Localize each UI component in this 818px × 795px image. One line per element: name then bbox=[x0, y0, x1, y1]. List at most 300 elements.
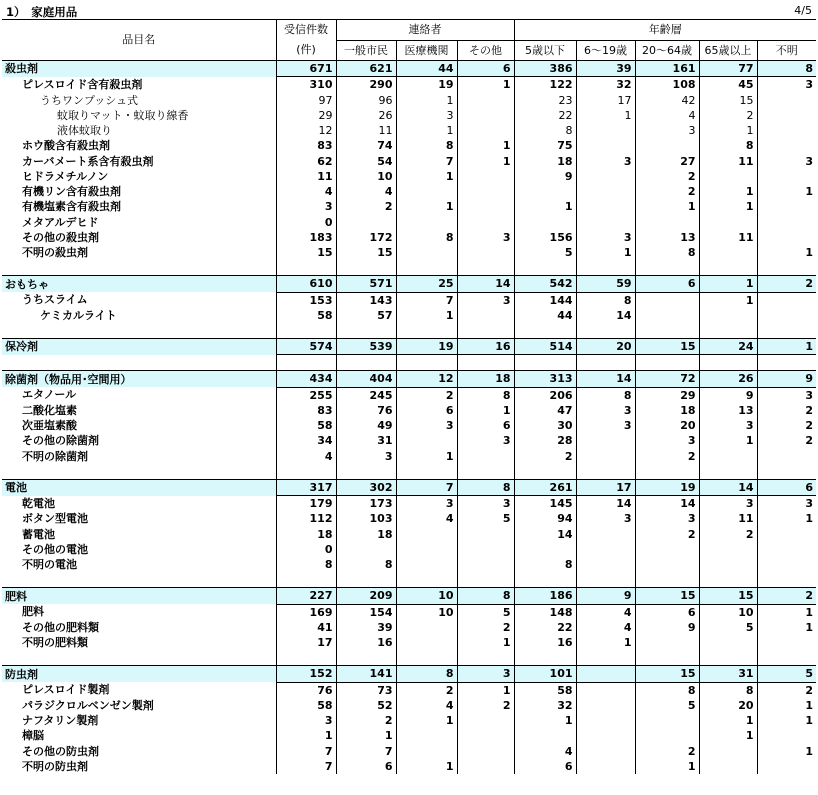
cell-citizen: 18 bbox=[336, 527, 396, 542]
cell-age-unknown: 3 bbox=[757, 77, 816, 93]
cell-age-unknown bbox=[757, 527, 816, 542]
header-age-unknown: 不明 bbox=[757, 41, 816, 61]
cell-citizen: 49 bbox=[336, 418, 396, 433]
cell-age-unknown: 6 bbox=[757, 479, 816, 495]
cell-age-6-19: 9 bbox=[576, 588, 635, 604]
cell-age-20-64 bbox=[635, 542, 699, 557]
cell-age-6-19: 8 bbox=[576, 292, 635, 308]
cell-count: 317 bbox=[276, 479, 336, 495]
cell-age-20-64 bbox=[635, 557, 699, 572]
cell-age-6-19 bbox=[576, 433, 635, 448]
cell-medical bbox=[396, 215, 457, 230]
category-row bbox=[2, 371, 816, 387]
cell-age-unknown: 8 bbox=[757, 61, 816, 77]
cell-other: 1 bbox=[457, 635, 514, 650]
table-row bbox=[2, 245, 816, 260]
item-name: ピレスロイド含有殺虫剤 bbox=[22, 78, 143, 91]
cell-age-65plus: 77 bbox=[699, 61, 757, 77]
cell-age-unknown bbox=[757, 169, 816, 184]
cell-age-unknown bbox=[757, 449, 816, 464]
cell-medical: 1 bbox=[396, 199, 457, 214]
cell-other: 18 bbox=[457, 371, 514, 387]
cell-age-6-19: 14 bbox=[576, 496, 635, 512]
cell-age-0-5: 1 bbox=[514, 713, 576, 728]
cell-other: 3 bbox=[457, 496, 514, 512]
cell-other bbox=[457, 123, 514, 138]
cell-other: 5 bbox=[457, 511, 514, 526]
cell-age-unknown: 2 bbox=[757, 433, 816, 448]
cell-age-65plus: 1 bbox=[699, 728, 757, 743]
table-row bbox=[2, 433, 816, 448]
cell-medical: 8 bbox=[396, 666, 457, 682]
cell-age-0-5: 8 bbox=[514, 123, 576, 138]
cell-age-6-19 bbox=[576, 123, 635, 138]
cell-age-0-5: 186 bbox=[514, 588, 576, 604]
cell-age-65plus: 1 bbox=[699, 433, 757, 448]
cell-age-20-64: 29 bbox=[635, 387, 699, 403]
cell-other bbox=[457, 169, 514, 184]
category-name: 防虫剤 bbox=[2, 666, 276, 682]
cell-citizen: 245 bbox=[336, 387, 396, 403]
cell-age-0-5: 156 bbox=[514, 230, 576, 245]
cell-count: 83 bbox=[276, 138, 336, 153]
cell-age-6-19 bbox=[576, 682, 635, 698]
cell-age-20-64: 2 bbox=[635, 744, 699, 759]
cell-age-unknown bbox=[757, 308, 816, 323]
cell-count: 1 bbox=[276, 728, 336, 743]
item-name: 二酸化塩素 bbox=[22, 403, 77, 417]
cell-medical: 4 bbox=[396, 511, 457, 526]
cell-age-0-5 bbox=[514, 184, 576, 199]
cell-age-65plus bbox=[699, 635, 757, 650]
cell-age-65plus bbox=[699, 308, 757, 323]
cell-age-65plus: 14 bbox=[699, 479, 757, 495]
cell-age-0-5: 542 bbox=[514, 276, 576, 292]
item-name: ピレスロイド製剤 bbox=[22, 683, 110, 697]
cell-count: 255 bbox=[276, 387, 336, 403]
cell-other: 5 bbox=[457, 604, 514, 620]
cell-count: 11 bbox=[276, 169, 336, 184]
cell-citizen: 2 bbox=[336, 199, 396, 214]
table-row bbox=[2, 682, 816, 698]
table-row bbox=[2, 604, 816, 620]
cell-age-20-64: 3 bbox=[635, 123, 699, 138]
cell-citizen: 52 bbox=[336, 698, 396, 713]
cell-age-20-64: 2 bbox=[635, 184, 699, 199]
cell-age-6-19 bbox=[576, 728, 635, 743]
cell-age-20-64: 20 bbox=[635, 418, 699, 433]
table-row bbox=[2, 542, 816, 557]
cell-other bbox=[457, 744, 514, 759]
cell-citizen: 621 bbox=[336, 61, 396, 77]
cell-age-0-5: 261 bbox=[514, 479, 576, 495]
spacer-row bbox=[2, 572, 816, 588]
cell-other bbox=[457, 449, 514, 464]
item-name: 樟脳 bbox=[22, 729, 44, 743]
cell-medical: 2 bbox=[396, 387, 457, 403]
header-age-0-5: 5歳以下 bbox=[514, 41, 576, 61]
cell-count: 34 bbox=[276, 433, 336, 448]
cell-count: 97 bbox=[276, 93, 336, 108]
cell-other: 8 bbox=[457, 387, 514, 403]
cell-age-unknown: 2 bbox=[757, 588, 816, 604]
spacer-row bbox=[2, 323, 816, 339]
cell-count: 434 bbox=[276, 371, 336, 387]
cell-age-6-19: 1 bbox=[576, 635, 635, 650]
cell-age-6-19: 32 bbox=[576, 77, 635, 93]
cell-age-20-64 bbox=[635, 215, 699, 230]
cell-medical: 3 bbox=[396, 108, 457, 123]
cell-age-6-19: 1 bbox=[576, 108, 635, 123]
cell-citizen: 3 bbox=[336, 449, 396, 464]
cell-medical: 25 bbox=[396, 276, 457, 292]
cell-age-65plus: 11 bbox=[699, 154, 757, 169]
cell-medical: 3 bbox=[396, 418, 457, 433]
item-name: メタアルデヒド bbox=[22, 215, 99, 229]
cell-age-6-19 bbox=[576, 744, 635, 759]
cell-count: 17 bbox=[276, 635, 336, 650]
cell-medical: 1 bbox=[396, 759, 457, 774]
cell-age-6-19 bbox=[576, 713, 635, 728]
cell-count: 41 bbox=[276, 620, 336, 635]
cell-age-65plus: 9 bbox=[699, 387, 757, 403]
section-title: 1） 家庭用品 bbox=[6, 5, 78, 19]
cell-count: 152 bbox=[276, 666, 336, 682]
cell-citizen bbox=[336, 542, 396, 557]
cell-citizen: 6 bbox=[336, 759, 396, 774]
cell-age-0-5: 14 bbox=[514, 527, 576, 542]
cell-age-unknown: 3 bbox=[757, 496, 816, 512]
cell-age-unknown bbox=[757, 93, 816, 108]
cell-age-6-19 bbox=[576, 698, 635, 713]
category-row bbox=[2, 339, 816, 355]
cell-age-20-64: 15 bbox=[635, 588, 699, 604]
cell-age-20-64: 42 bbox=[635, 93, 699, 108]
cell-age-65plus: 20 bbox=[699, 698, 757, 713]
table-row bbox=[2, 154, 816, 169]
cell-medical: 7 bbox=[396, 154, 457, 169]
cell-age-20-64: 2 bbox=[635, 169, 699, 184]
item-name: カーバメート系含有殺虫剤 bbox=[22, 154, 154, 168]
cell-age-6-19: 8 bbox=[576, 387, 635, 403]
table-row bbox=[2, 230, 816, 245]
item-name: 不明の防虫剤 bbox=[22, 759, 88, 773]
cell-other: 1 bbox=[457, 77, 514, 93]
cell-other: 3 bbox=[457, 433, 514, 448]
cell-age-0-5: 9 bbox=[514, 169, 576, 184]
cell-age-6-19 bbox=[576, 557, 635, 572]
cell-age-unknown bbox=[757, 138, 816, 153]
cell-other bbox=[457, 713, 514, 728]
cell-age-6-19: 17 bbox=[576, 479, 635, 495]
cell-other: 6 bbox=[457, 61, 514, 77]
cell-age-6-19 bbox=[576, 169, 635, 184]
cell-age-0-5 bbox=[514, 542, 576, 557]
cell-citizen: 404 bbox=[336, 371, 396, 387]
item-name: 不明の肥料類 bbox=[22, 636, 88, 649]
item-name: その他の除菌剤 bbox=[22, 434, 99, 448]
cell-citizen: 76 bbox=[336, 403, 396, 418]
cell-medical: 19 bbox=[396, 339, 457, 355]
cell-age-0-5: 75 bbox=[514, 138, 576, 153]
cell-other: 2 bbox=[457, 698, 514, 713]
cell-count: 3 bbox=[276, 713, 336, 728]
cell-citizen: 8 bbox=[336, 557, 396, 572]
cell-age-20-64: 13 bbox=[635, 230, 699, 245]
cell-other: 8 bbox=[457, 479, 514, 495]
cell-age-6-19: 3 bbox=[576, 230, 635, 245]
cell-age-65plus bbox=[699, 557, 757, 572]
cell-citizen: 143 bbox=[336, 292, 396, 308]
cell-age-20-64: 8 bbox=[635, 682, 699, 698]
cell-age-6-19 bbox=[576, 542, 635, 557]
cell-citizen: 31 bbox=[336, 433, 396, 448]
table-row bbox=[2, 713, 816, 728]
category-row bbox=[2, 666, 816, 682]
table-row bbox=[2, 123, 816, 138]
category-row bbox=[2, 276, 816, 292]
cell-medical bbox=[396, 245, 457, 260]
cell-medical: 7 bbox=[396, 479, 457, 495]
cell-count: 18 bbox=[276, 527, 336, 542]
cell-count: 58 bbox=[276, 418, 336, 433]
cell-age-65plus: 15 bbox=[699, 93, 757, 108]
cell-age-65plus: 26 bbox=[699, 371, 757, 387]
category-row bbox=[2, 588, 816, 604]
item-name: その他の電池 bbox=[22, 542, 88, 556]
cell-citizen: 103 bbox=[336, 511, 396, 526]
cell-age-65plus: 1 bbox=[699, 713, 757, 728]
cell-age-unknown bbox=[757, 557, 816, 572]
cell-age-unknown bbox=[757, 108, 816, 123]
cell-other bbox=[457, 527, 514, 542]
header-count-unit: (件) bbox=[276, 41, 336, 61]
cell-age-65plus: 24 bbox=[699, 339, 757, 355]
cell-age-6-19: 3 bbox=[576, 154, 635, 169]
cell-age-65plus: 1 bbox=[699, 276, 757, 292]
cell-age-20-64: 9 bbox=[635, 620, 699, 635]
cell-other: 8 bbox=[457, 588, 514, 604]
cell-age-unknown bbox=[757, 542, 816, 557]
cell-other: 3 bbox=[457, 666, 514, 682]
cell-count: 4 bbox=[276, 449, 336, 464]
cell-age-65plus: 1 bbox=[699, 292, 757, 308]
header-contact-medical: 医療機関 bbox=[396, 41, 457, 61]
cell-age-20-64: 72 bbox=[635, 371, 699, 387]
cell-age-0-5: 28 bbox=[514, 433, 576, 448]
item-name: その他の防虫剤 bbox=[22, 744, 99, 758]
cell-age-6-19: 14 bbox=[576, 308, 635, 323]
cell-medical: 4 bbox=[396, 698, 457, 713]
spacer-row bbox=[2, 464, 816, 480]
cell-age-20-64 bbox=[635, 713, 699, 728]
table-row bbox=[2, 138, 816, 153]
cell-other: 14 bbox=[457, 276, 514, 292]
cell-citizen: 15 bbox=[336, 245, 396, 260]
item-name: ケミカルライト bbox=[40, 308, 117, 322]
cell-age-unknown: 1 bbox=[757, 698, 816, 713]
cell-citizen: 11 bbox=[336, 123, 396, 138]
cell-age-20-64: 108 bbox=[635, 77, 699, 93]
category-name: 電池 bbox=[2, 479, 276, 495]
category-name: 殺虫剤 bbox=[2, 61, 276, 77]
cell-age-20-64: 2 bbox=[635, 449, 699, 464]
cell-age-20-64: 4 bbox=[635, 108, 699, 123]
item-name: エタノール bbox=[22, 388, 77, 402]
cell-age-6-19: 14 bbox=[576, 371, 635, 387]
cell-age-0-5: 94 bbox=[514, 511, 576, 526]
cell-age-20-64: 15 bbox=[635, 339, 699, 355]
table-row bbox=[2, 387, 816, 403]
cell-age-unknown: 9 bbox=[757, 371, 816, 387]
cell-age-20-64: 15 bbox=[635, 666, 699, 682]
cell-age-unknown: 1 bbox=[757, 511, 816, 526]
cell-count: 15 bbox=[276, 245, 336, 260]
item-name: 乾電池 bbox=[22, 496, 55, 510]
cell-age-6-19 bbox=[576, 215, 635, 230]
cell-age-6-19: 3 bbox=[576, 418, 635, 433]
cell-medical: 10 bbox=[396, 604, 457, 620]
cell-age-20-64: 161 bbox=[635, 61, 699, 77]
table-row bbox=[2, 496, 816, 512]
cell-age-0-5: 4 bbox=[514, 744, 576, 759]
item-name: 次亜塩素酸 bbox=[22, 419, 77, 432]
cell-medical: 6 bbox=[396, 403, 457, 418]
table-row bbox=[2, 215, 816, 230]
cell-medical bbox=[396, 527, 457, 542]
cell-count: 179 bbox=[276, 496, 336, 512]
cell-age-unknown bbox=[757, 635, 816, 650]
cell-age-20-64: 19 bbox=[635, 479, 699, 495]
item-name: パラジクロルベンゼン製剤 bbox=[22, 698, 154, 712]
header-item: 品目名 bbox=[2, 20, 276, 61]
cell-age-0-5: 2 bbox=[514, 449, 576, 464]
cell-age-65plus bbox=[699, 169, 757, 184]
table-row bbox=[2, 449, 816, 464]
cell-count: 153 bbox=[276, 292, 336, 308]
cell-count: 58 bbox=[276, 308, 336, 323]
cell-age-20-64 bbox=[635, 728, 699, 743]
cell-other bbox=[457, 184, 514, 199]
cell-age-unknown: 1 bbox=[757, 604, 816, 620]
cell-age-65plus bbox=[699, 245, 757, 260]
cell-age-20-64: 3 bbox=[635, 511, 699, 526]
cell-age-unknown: 5 bbox=[757, 666, 816, 682]
cell-age-6-19: 39 bbox=[576, 61, 635, 77]
cell-count: 29 bbox=[276, 108, 336, 123]
cell-age-unknown bbox=[757, 728, 816, 743]
table-row bbox=[2, 728, 816, 743]
cell-other bbox=[457, 108, 514, 123]
cell-age-65plus bbox=[699, 744, 757, 759]
item-name: その他の殺虫剤 bbox=[22, 230, 99, 244]
item-name: 蚊取りマット・蚊取り線香 bbox=[57, 108, 189, 122]
category-name: おもちゃ bbox=[2, 276, 276, 292]
category-row bbox=[2, 61, 816, 77]
table-row bbox=[2, 620, 816, 635]
cell-citizen: 302 bbox=[336, 479, 396, 495]
cell-age-0-5: 313 bbox=[514, 371, 576, 387]
cell-age-unknown bbox=[757, 215, 816, 230]
cell-count: 310 bbox=[276, 77, 336, 93]
cell-age-6-19: 17 bbox=[576, 93, 635, 108]
cell-age-6-19: 20 bbox=[576, 339, 635, 355]
cell-age-0-5: 145 bbox=[514, 496, 576, 512]
item-name: 蓄電池 bbox=[22, 527, 55, 541]
cell-citizen: 1 bbox=[336, 728, 396, 743]
cell-age-0-5: 148 bbox=[514, 604, 576, 620]
header-age-65plus: 65歳以上 bbox=[699, 41, 757, 61]
cell-age-65plus bbox=[699, 449, 757, 464]
cell-count: 76 bbox=[276, 682, 336, 698]
page-number: 4/5 bbox=[794, 4, 812, 17]
cell-age-6-19 bbox=[576, 759, 635, 774]
cell-age-20-64: 6 bbox=[635, 276, 699, 292]
cell-citizen: 173 bbox=[336, 496, 396, 512]
item-name: うちワンプッシュ式 bbox=[40, 93, 139, 107]
cell-age-0-5: 514 bbox=[514, 339, 576, 355]
cell-citizen: 154 bbox=[336, 604, 396, 620]
cell-medical: 19 bbox=[396, 77, 457, 93]
cell-age-20-64: 18 bbox=[635, 403, 699, 418]
cell-age-6-19 bbox=[576, 199, 635, 214]
cell-count: 574 bbox=[276, 339, 336, 355]
cell-medical: 1 bbox=[396, 308, 457, 323]
cell-age-0-5: 144 bbox=[514, 292, 576, 308]
cell-medical: 8 bbox=[396, 138, 457, 153]
spacer-row bbox=[2, 650, 816, 666]
cell-citizen: 10 bbox=[336, 169, 396, 184]
cell-age-unknown: 1 bbox=[757, 620, 816, 635]
cell-count: 183 bbox=[276, 230, 336, 245]
cell-count: 169 bbox=[276, 604, 336, 620]
cell-age-65plus: 45 bbox=[699, 77, 757, 93]
cell-medical bbox=[396, 635, 457, 650]
cell-age-20-64: 8 bbox=[635, 245, 699, 260]
table-row bbox=[2, 93, 816, 108]
cell-age-6-19: 4 bbox=[576, 604, 635, 620]
cell-age-65plus: 1 bbox=[699, 199, 757, 214]
cell-medical: 1 bbox=[396, 123, 457, 138]
cell-age-65plus: 5 bbox=[699, 620, 757, 635]
cell-other bbox=[457, 215, 514, 230]
cell-citizen: 16 bbox=[336, 635, 396, 650]
table-row bbox=[2, 169, 816, 184]
cell-age-0-5: 47 bbox=[514, 403, 576, 418]
item-name: ナフタリン製剤 bbox=[22, 714, 99, 727]
table-row bbox=[2, 77, 816, 93]
cell-citizen: 96 bbox=[336, 93, 396, 108]
cell-citizen bbox=[336, 215, 396, 230]
cell-age-65plus: 13 bbox=[699, 403, 757, 418]
category-name: 除菌剤（物品用･空間用） bbox=[2, 371, 276, 387]
item-name: ボタン型電池 bbox=[22, 512, 88, 526]
spacer-row bbox=[2, 260, 816, 276]
cell-other: 3 bbox=[457, 292, 514, 308]
table-row bbox=[2, 511, 816, 526]
cell-other bbox=[457, 542, 514, 557]
item-name: 肥料 bbox=[22, 605, 44, 619]
cell-citizen: 73 bbox=[336, 682, 396, 698]
item-name: ヒドラメチルノン bbox=[22, 169, 109, 183]
cell-age-20-64 bbox=[635, 635, 699, 650]
cell-medical bbox=[396, 728, 457, 743]
cell-age-0-5: 8 bbox=[514, 557, 576, 572]
cell-medical: 3 bbox=[396, 496, 457, 512]
table-row bbox=[2, 744, 816, 759]
cell-age-unknown: 1 bbox=[757, 339, 816, 355]
cell-medical: 8 bbox=[396, 230, 457, 245]
